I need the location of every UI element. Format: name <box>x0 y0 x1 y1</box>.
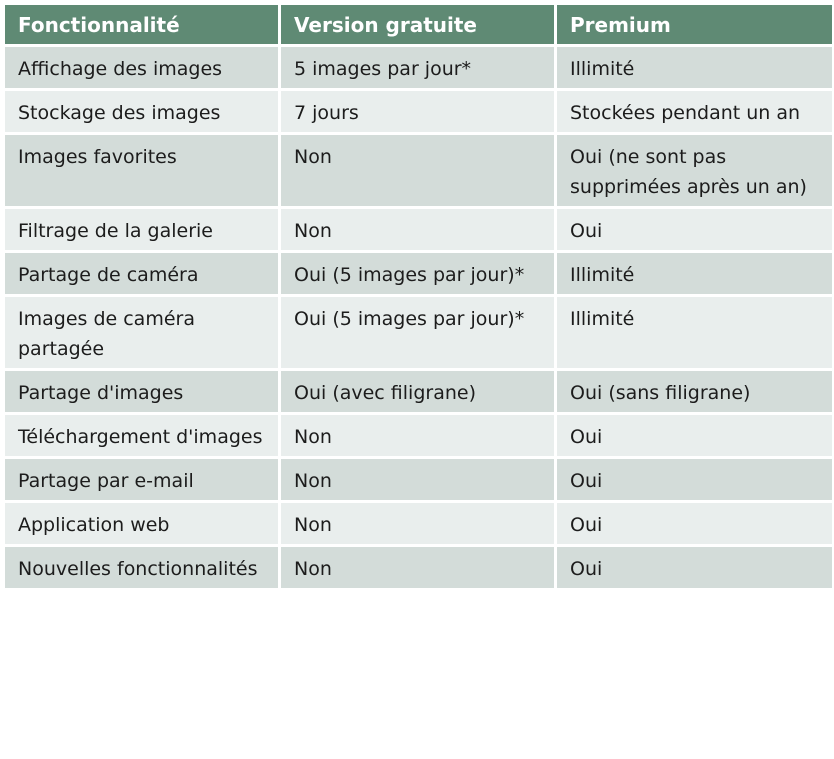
feature-comparison-table <box>2 2 834 591</box>
table-row <box>4 252 834 296</box>
table-row <box>4 458 834 502</box>
premium-cell: Oui (sans filigrane) <box>556 370 834 414</box>
free-cell: 7 jours <box>280 90 556 134</box>
premium-cell: Oui <box>556 546 834 590</box>
table-row <box>4 370 834 414</box>
feature-cell: Filtrage de la galerie <box>4 208 280 252</box>
free-cell: Oui (5 images par jour)* <box>280 296 556 370</box>
free-cell: Non <box>280 208 556 252</box>
premium-cell: Illimité <box>556 296 834 370</box>
free-cell: 5 images par jour* <box>280 46 556 90</box>
table-row <box>4 134 834 208</box>
premium-cell: Stockées pendant un an <box>556 90 834 134</box>
feature-cell: Images de caméra partagée <box>4 296 280 370</box>
premium-cell: Oui <box>556 502 834 546</box>
feature-cell: Images favorites <box>4 134 280 208</box>
table-row <box>4 296 834 370</box>
free-cell: Non <box>280 414 556 458</box>
free-cell: Non <box>280 502 556 546</box>
table-row <box>4 90 834 134</box>
premium-cell: Illimité <box>556 46 834 90</box>
feature-cell: Affichage des images <box>4 46 280 90</box>
free-cell: Non <box>280 546 556 590</box>
table-row <box>4 502 834 546</box>
table-header-row <box>4 4 834 46</box>
premium-cell: Oui <box>556 208 834 252</box>
feature-cell: Nouvelles fonctionnalités <box>4 546 280 590</box>
free-cell: Oui (avec filigrane) <box>280 370 556 414</box>
table-row <box>4 208 834 252</box>
premium-cell: Oui (ne sont pas supprimées après un an) <box>556 134 834 208</box>
feature-cell: Partage d'images <box>4 370 280 414</box>
table-row <box>4 546 834 590</box>
premium-cell: Illimité <box>556 252 834 296</box>
free-cell: Non <box>280 458 556 502</box>
table-row <box>4 46 834 90</box>
header-feature: Fonctionnalité <box>4 4 280 46</box>
feature-cell: Partage de caméra <box>4 252 280 296</box>
feature-cell: Partage par e-mail <box>4 458 280 502</box>
free-cell: Non <box>280 134 556 208</box>
feature-cell: Téléchargement d'images <box>4 414 280 458</box>
feature-comparison-table-container <box>2 2 832 591</box>
table-row <box>4 414 834 458</box>
premium-cell: Oui <box>556 414 834 458</box>
free-cell: Oui (5 images par jour)* <box>280 252 556 296</box>
premium-cell: Oui <box>556 458 834 502</box>
feature-cell: Application web <box>4 502 280 546</box>
feature-cell: Stockage des images <box>4 90 280 134</box>
header-premium: Premium <box>556 4 834 46</box>
header-free-version: Version gratuite <box>280 4 556 46</box>
